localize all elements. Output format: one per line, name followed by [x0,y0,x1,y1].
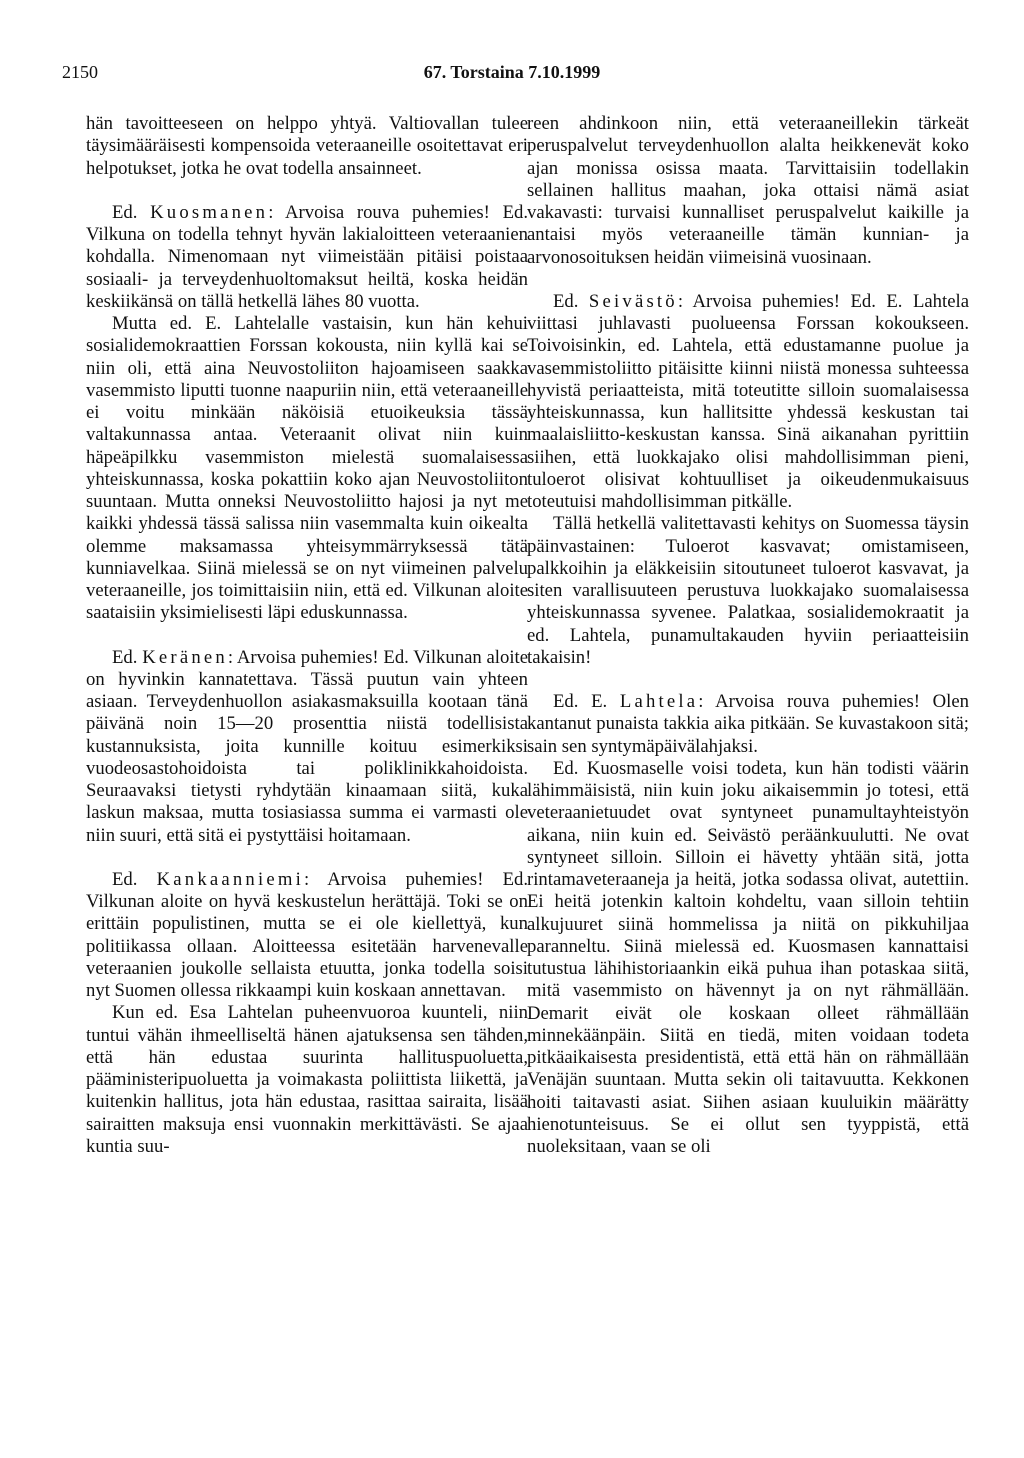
page-header [0,62,1024,86]
paragraph: reen ahdinkoon niin, että veteraaneillekin tärkeät peruspalvelut terveydenhuollon alalta heikkenevät koko ajan monissa osissa maata. Tarvittaisiin todellakin sellainen hallitus maahan, joka ottaisi nämä asiat vakavasti: turvaisi kunnalliset peruspalvelut kaikille ja antaisi myös veteraaneille tämän kunnian- ja arvonosoituksen heidän viimeisinä vuosinaan. [527,113,969,268]
speaker-prefix: Ed. [112,201,138,223]
paragraph: hän tavoitteeseen on helppo yhtyä. Valtiovallan tulee täysimääräisesti kompensoida veteraaneille osoitettavat eri helpotukset, jotka he ovat todella ansainneet. [86,113,528,179]
speaker-prefix: Ed. [112,646,138,668]
paragraph: Tällä hetkellä valitettavasti kehitys on Suomessa täysin päinvastainen: Tuloerot kasvavat; omistamiseen, palkkoihin ja eläkkeisiin sitoutuneet tuloerot kasvavat, ja siten varallisuuteen perustuva luokkajako suomalaisessa yhteiskunnassa syvenee. Palatkaa, sosialidemokraatit ja ed. Lahtela, punamultakauden hyviin periaatteisiin takaisin! [527,513,969,668]
speech-keranen [86,647,528,847]
speaker-prefix: Ed. [553,290,579,312]
speaker-prefix: Ed. [112,868,138,890]
speech-text: : Arvoisa puhemies! Ed. E. Lahtela viittasi juhlavasti puolueensa Forssan kokoukseen. Toivoisinkin, ed. Lahtela, että edustamanne puolue ja vasemmistoliitto pitäisitte kiinni niistä monessa suhteessa hyvistä periaatteista, mitä toteutitte silloin suomalaisessa yhteiskunnassa, kun hallitsitte yhdessä keskustan tai maalaisliitto-keskustan kanssa. Sinä aikanahan pyrittiin siihen, että luokkajako olisi mahdollisimman pieni, tuloerot olisivat kohtuulliset ja oikeudenmukaisuus toteutuisi mahdollisimman pitkälle. [527,290,969,512]
session-title: 67. Torstaina 7.10.1999 [423,62,601,82]
paragraph: Mutta ed. E. Lahtelalle vastaisin, kun hän kehui sosialidemokraattien Forssan kokousta, niin kyllä kai se niin oli, että aina Neuvostoliiton hajoamiseen saakka vasemmisto liputti tuonne naapuriin niin, että veteraaneille ei voitu minkään näköisiä etuoikeuksia tässä valtakunnassa antaa. Veteraanit olivat niin kuin häpeäpilkku vasemmiston mielestä suomalaisessa yhteiskunnassa, koska pokattiin koko ajan Neuvostoliiton suuntaan. Mutta onneksi Neuvostoliitto hajosi ja nyt me kaikki yhdessä tässä salissa niin vasemmalta kuin oikealta olemme maksamassa yhteisymmärryksessä tätä kunniavelkaa. Siinä mielessä se on nyt viimeinen palvelu veteraaneille, jos toimittaisiin niin, että ed. Vilkunan aloite saataisiin yksimielisesti läpi eduskunnassa. [86,313,528,624]
speech-lahtela [527,691,969,758]
speech-text: : Arvoisa rouva puhemies! Ed. Vilkuna on todella tehnyt hyvän lakialoitteen veteraanien kohdalla. Nimenomaan nyt viimeistään pitäisi poistaa sosiaali- ja terveydenhuoltomaksut heiltä, koska heidän keskiikänsä on tällä hetkellä lähes 80 vuotta. [86,201,528,312]
speaker-name: Kankaanniemi [156,868,304,890]
paragraph: Ed. Kuosmaselle voisi todeta, kun hän todisti väärin lähimmäisistä, niin kuin joku aikaisemmin jo totesi, että veteraanietuudet ovat syntyneet punamultayhteistyön aikana, niin kuin ed. Seivästö peräänkuulutti. Ne ovat syntyneet silloin. Silloin ei hävetty yhtään sitä, jotta rintamaveteraaneja ja heitä, jotka sodassa olivat, autettiin. Ei heitä jotenkin kaltoin kohdeltu, vaan silloin tehtiin alkujuuret siinä hommelissa ja niitä on pikkuhiljaa paranneltu. Siinä mielessä ed. Kuosmasen kannattaisi tutustua lähihistoriaankin eikä puhua ihan potaskaa siitä, mitä vasemmisto on hävennyt ja on nyt rähmällään. Demarit eivät ole koskaan olleet rähmällään minnekäänpäin. Siitä en tiedä, miten voidaan todeta pitkäaikaisesta presidentistä, että että hän on rähmällään Venäjän suuntaan. Mutta sekin oli taitavuutta. Kekkonen hoiti taitavasti asiat. Siihen asiaan kuuluikin määrätty hienotunteisuus. Se ei ollut sen tyyppistä, että nuoleksitaan, vaan se oli [527,757,969,1157]
speech-text: : Arvoisa rouva puhemies! Olen kantanut punaista takkia aika pitkään. Se kuvastakoon sitä; sain sen syntymäpäivälahjaksi. [527,691,969,757]
speaker-name: Seivästö [588,290,678,312]
speech-kankaanniemi [86,869,528,1003]
speaker-name: Kuosmanen [150,201,269,223]
left-column [86,113,528,1158]
speech-text: : Arvoisa puhemies! Ed. Vilkunan aloite on hyvinkin kannatettava. Tässä puutun vain yhteen asiaan. Terveydenhuollon asiakasmaksuilla kootaan tänä päivänä noin 15—20 prosenttia niistä todellisista kustannuksista, joita kunnille koituu esimerkiksi vuodeosastohoidoista tai poliklinikkahoidoista. Seuraavaksi tietysti ryhdytään kinaamaan siitä, kuka laskun maksaa, mutta tosiasiassa summa ei varmasti ole niin suuri, että sitä ei pystyttäisi hoitamaan. [86,646,528,846]
speaker-prefix: Ed. E. [553,691,608,712]
paragraph: Kun ed. Esa Lahtelan puheenvuoroa kuunteli, niin tuntui vähän ihmeelliseltä hänen ajatuksensa sen tähden, että hän edustaa suurinta hallituspuoluetta, pääministeripuoluetta ja voimakasta poliittista liikettä, ja kuitenkin hallitus, jota hän edustaa, rasittaa sairaita, lisää sairaitten maksuja ensi vuonnakin merkittävästi. Se ajaa kuntia suu- [86,1002,528,1157]
speaker-name: Lahtela [619,691,699,712]
speech-seivasto [527,291,969,514]
speech-kuosmanen [86,202,528,313]
page-number: 2150 [62,62,98,82]
speaker-name: Keränen [142,646,228,668]
speech-text: : Arvoisa puhemies! Ed. Vilkunan aloite on hyvä keskustelun herättäjä. Toki se on erittäin populistinen, mutta se ei ole kiellettyä, kun politiikassa ollaan. Aloitteessa esitetään harvenevalle veteraanien joukolle sellaista etuutta, jonka todella soisi nyt Suomen ollessa rikkaampi kuin koskaan annettavan. [86,868,529,1001]
right-column [527,113,969,1158]
